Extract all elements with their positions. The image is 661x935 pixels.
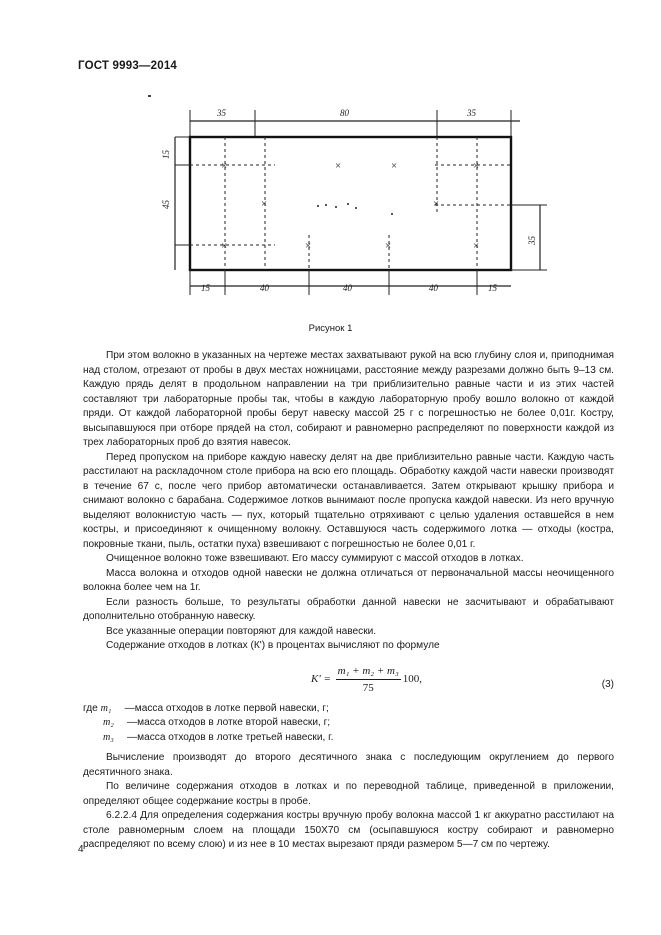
body-text [83, 349, 614, 853]
paragraph: Перед пропуском на приборе каждую навеску делят на две приблизительно равные части. Каждую часть расстилают на раскладочном столе прибора на всю его площадь. Обработку каждой части навески производят в течение 67 с, после чего прибор автоматически останавливается. Затем открывают крышку прибора и снимают волокно с барабана. Содержимое лотков вынимают после пропуска каждой навески. Из него вручную выделяют волокнистую часть — пух, который тщательно отряхивают с целью удаления оставшейся в нем костры, и присоединяют к очищенному волокну. Оставшуюся часть содержимого лотка — отходы (костра, покровные ткани, пыль, остатки пуха) взвешивают с погрешностью не более 0,01 г. [83, 451, 614, 550]
legend-text: —масса отходов в лотке первой навески, г; [124, 702, 329, 714]
marker: × [473, 160, 480, 172]
paragraph: Содержание отходов в лотках (К') в процентах вычисляют по формуле [106, 640, 440, 651]
dim-bottom-1: 15 [201, 283, 210, 293]
paragraph: 6.2.2.4 Для определения содержания костры вручную пробу волокна массой 1 кг аккуратно расстилают на столе равномерным слоем на площади 150Х70 см (осыпавшуюся костру собирают и равномерно распределяют по всему слою) и из нее в 10 местах вырезают пряди размером 5—7 см по чертежу. [83, 810, 614, 850]
legend-symbol: m₁ [100, 702, 112, 714]
legend-lead: где [83, 702, 98, 714]
sample-area-rectangle [190, 137, 511, 270]
marker: × [385, 240, 392, 252]
legend-text: —масса отходов в лотке второй навески, г; [127, 717, 331, 728]
speck [347, 203, 349, 205]
marker: × [305, 240, 312, 252]
marker: × [473, 240, 480, 252]
page-number: 4 [78, 844, 84, 855]
legend-row [83, 702, 614, 717]
formula-lhs: K' = [311, 673, 331, 686]
speck [148, 95, 151, 97]
marker: × [433, 198, 440, 210]
scan-specks [317, 203, 393, 215]
dim-right-1: 35 [527, 236, 537, 245]
formula-factor: 100, [402, 673, 423, 686]
formula-numerator: m₁ + m₂ + m₃ [336, 664, 401, 681]
paragraph: Очищенное волокно тоже взвешивают. Его массу суммируют с массой отходов в лотках. [106, 553, 524, 564]
dim-top-2: 80 [340, 108, 349, 118]
speck [355, 207, 357, 209]
dim-top-1: 35 [217, 108, 226, 118]
marker: × [221, 160, 228, 172]
speck [325, 204, 327, 206]
variable-legend [83, 702, 614, 746]
legend-text: —масса отходов в лотке третьей навески, г. [127, 731, 334, 743]
marker: × [221, 240, 228, 252]
dim-bottom-3: 40 [343, 283, 352, 293]
legend-symbol: m₂ [103, 717, 114, 728]
paragraph: Вычисление производят до второго десятичного знака с последующим округлением до первого десятичного знака. [83, 752, 614, 778]
formula-3 [83, 656, 614, 702]
paragraph: При этом волокно в указанных на чертеже местах захватывают рукой на всю глубину слоя и, приподнимая над столом, отрезают от пробы в двух местах ножницами, расстояние между разрезами должно быть 9–13 см. Каждую прядь делят в продольном направлении на три приблизительно равные части и из этих частей составляют три лабораторные пробы так, чтобы в каждую лабораторную пробу вошло волокно от каждой пряди. От каждой лабораторной пробы берут навеску массой 25 г с погрешностью не более 0,01г. Костру, высыпавшуюся при отборе прядей на стол, собирают и равномерно распределяют по поверхности каждой из трех лабораторных проб до взятия навесок. [83, 350, 614, 448]
speck [317, 205, 319, 207]
paragraph: Масса волокна и отходов одной навески не должна отличаться от первоначальной массы неочищенного волокна более чем на 1г. [83, 567, 614, 593]
marker: × [261, 198, 268, 210]
cut-lines [190, 137, 511, 270]
formula-denominator: 75 [362, 682, 374, 694]
dim-left-1: 15 [161, 150, 171, 159]
equation-number: (3) [601, 678, 614, 690]
legend-row [83, 731, 614, 746]
dim-bottom-4: 40 [429, 283, 438, 293]
legend-row [83, 716, 614, 731]
speck [391, 213, 393, 215]
formula-expression [311, 664, 422, 696]
paragraph: Все указанные операции повторяют для каждой навески. [106, 625, 377, 637]
marker: × [335, 160, 342, 172]
marker: × [391, 160, 398, 172]
formula-fraction [336, 664, 401, 696]
dim-top-3: 35 [467, 108, 476, 118]
markers [221, 160, 479, 252]
dim-bottom-2: 40 [260, 283, 269, 293]
document-header: ГОСТ 9993—2014 [78, 60, 178, 72]
figure-caption: Рисунок 1 [308, 323, 353, 334]
paragraph: Если разность больше, то результаты обработки данной навески не засчитывают и обрабатывают дополнительно отобранную навеску. [83, 596, 614, 622]
paragraph: По величине содержания отходов в лотках и по переводной таблице, приведенной в приложении, определяют общее содержание костры в пробе. [83, 781, 614, 807]
speck [335, 206, 337, 208]
dim-left-2: 45 [161, 200, 171, 209]
legend-symbol: m₃ [103, 731, 114, 743]
sampling-scheme-drawing [145, 95, 555, 315]
figure-1-diagram [145, 95, 555, 315]
dim-bottom-5: 15 [488, 283, 497, 293]
